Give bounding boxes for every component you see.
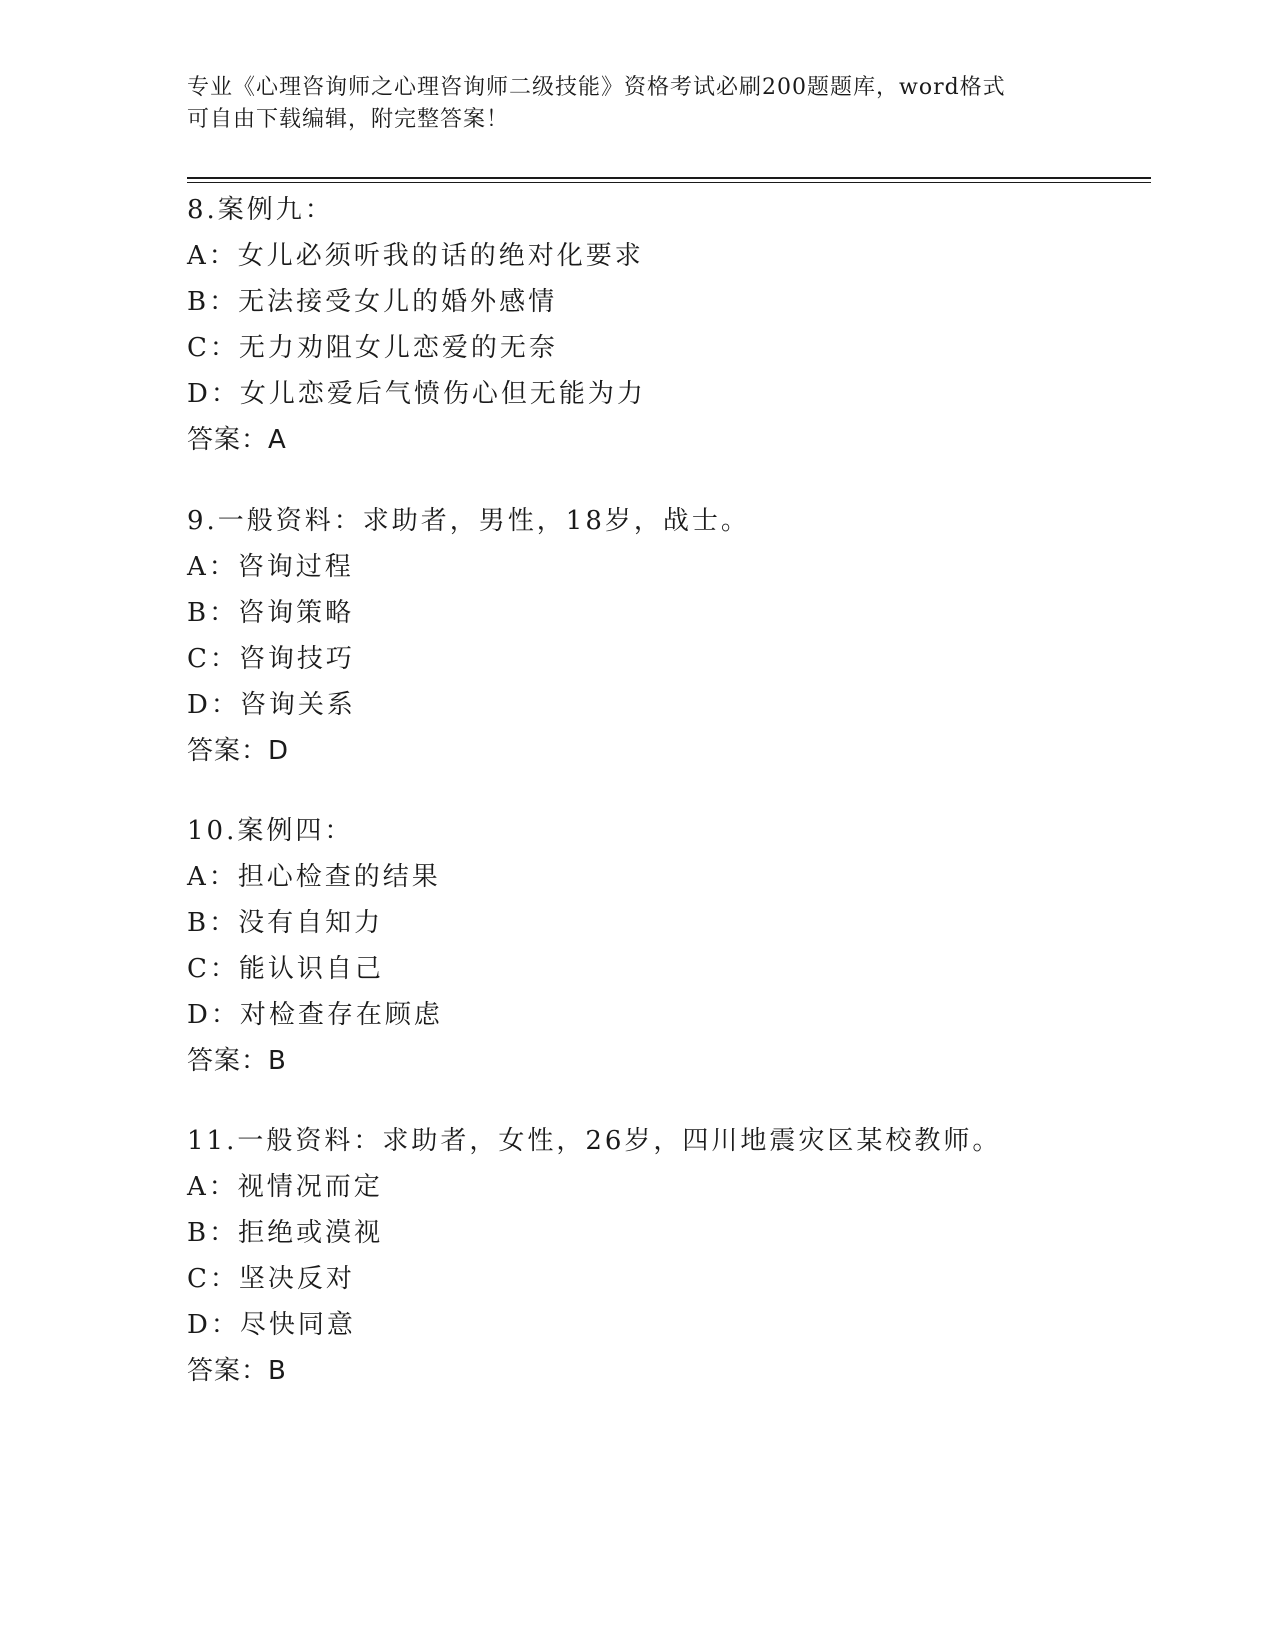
option-a: A：咨询过程 — [187, 552, 354, 582]
question-stem: 9.一般资料：求助者，男性，18岁，战士。 — [187, 506, 750, 536]
option-c: C：坚决反对 — [187, 1264, 355, 1294]
option-c: C：咨询技巧 — [187, 644, 355, 674]
answer-label: 答案：D — [187, 736, 290, 766]
header-divider-thin — [187, 182, 1151, 183]
answer-label: 答案：B — [187, 1046, 287, 1076]
question-stem: 10.案例四： — [187, 816, 354, 846]
option-d: D：尽快同意 — [187, 1310, 356, 1340]
header-line-1: 专业《心理咨询师之心理咨询师二级技能》资格考试必刷200题题库，word格式 — [187, 75, 1006, 100]
header-line-2: 可自由下载编辑，附完整答案！ — [187, 107, 510, 132]
option-b: B：拒绝或漠视 — [187, 1218, 384, 1248]
option-d: D：对检查存在顾虑 — [187, 1000, 443, 1030]
question-9 — [187, 498, 1137, 774]
option-c: C：无力劝阻女儿恋爱的无奈 — [187, 333, 558, 363]
question-8 — [187, 187, 1137, 463]
question-10 — [187, 808, 1137, 1084]
answer-label: 答案：B — [187, 1356, 287, 1386]
option-d: D：咨询关系 — [187, 690, 356, 720]
option-b: B：没有自知力 — [187, 908, 384, 938]
option-b: B：无法接受女儿的婚外感情 — [187, 287, 558, 317]
option-a: A：担心检查的结果 — [187, 862, 441, 892]
option-d: D：女儿恋爱后气愤伤心但无能为力 — [187, 379, 646, 409]
answer-label: 答案：A — [187, 425, 287, 455]
document-header — [187, 72, 1067, 136]
option-c: C：能认识自己 — [187, 954, 384, 984]
header-divider-thick — [187, 177, 1151, 179]
option-a: A：女儿必须听我的话的绝对化要求 — [187, 241, 644, 271]
option-b: B：咨询策略 — [187, 598, 355, 628]
question-11 — [187, 1118, 1137, 1394]
question-stem: 8.案例九： — [187, 195, 334, 225]
option-a: A：视情况而定 — [187, 1172, 383, 1202]
question-stem: 11.一般资料：求助者，女性，26岁，四川地震灾区某校教师。 — [187, 1126, 1002, 1156]
